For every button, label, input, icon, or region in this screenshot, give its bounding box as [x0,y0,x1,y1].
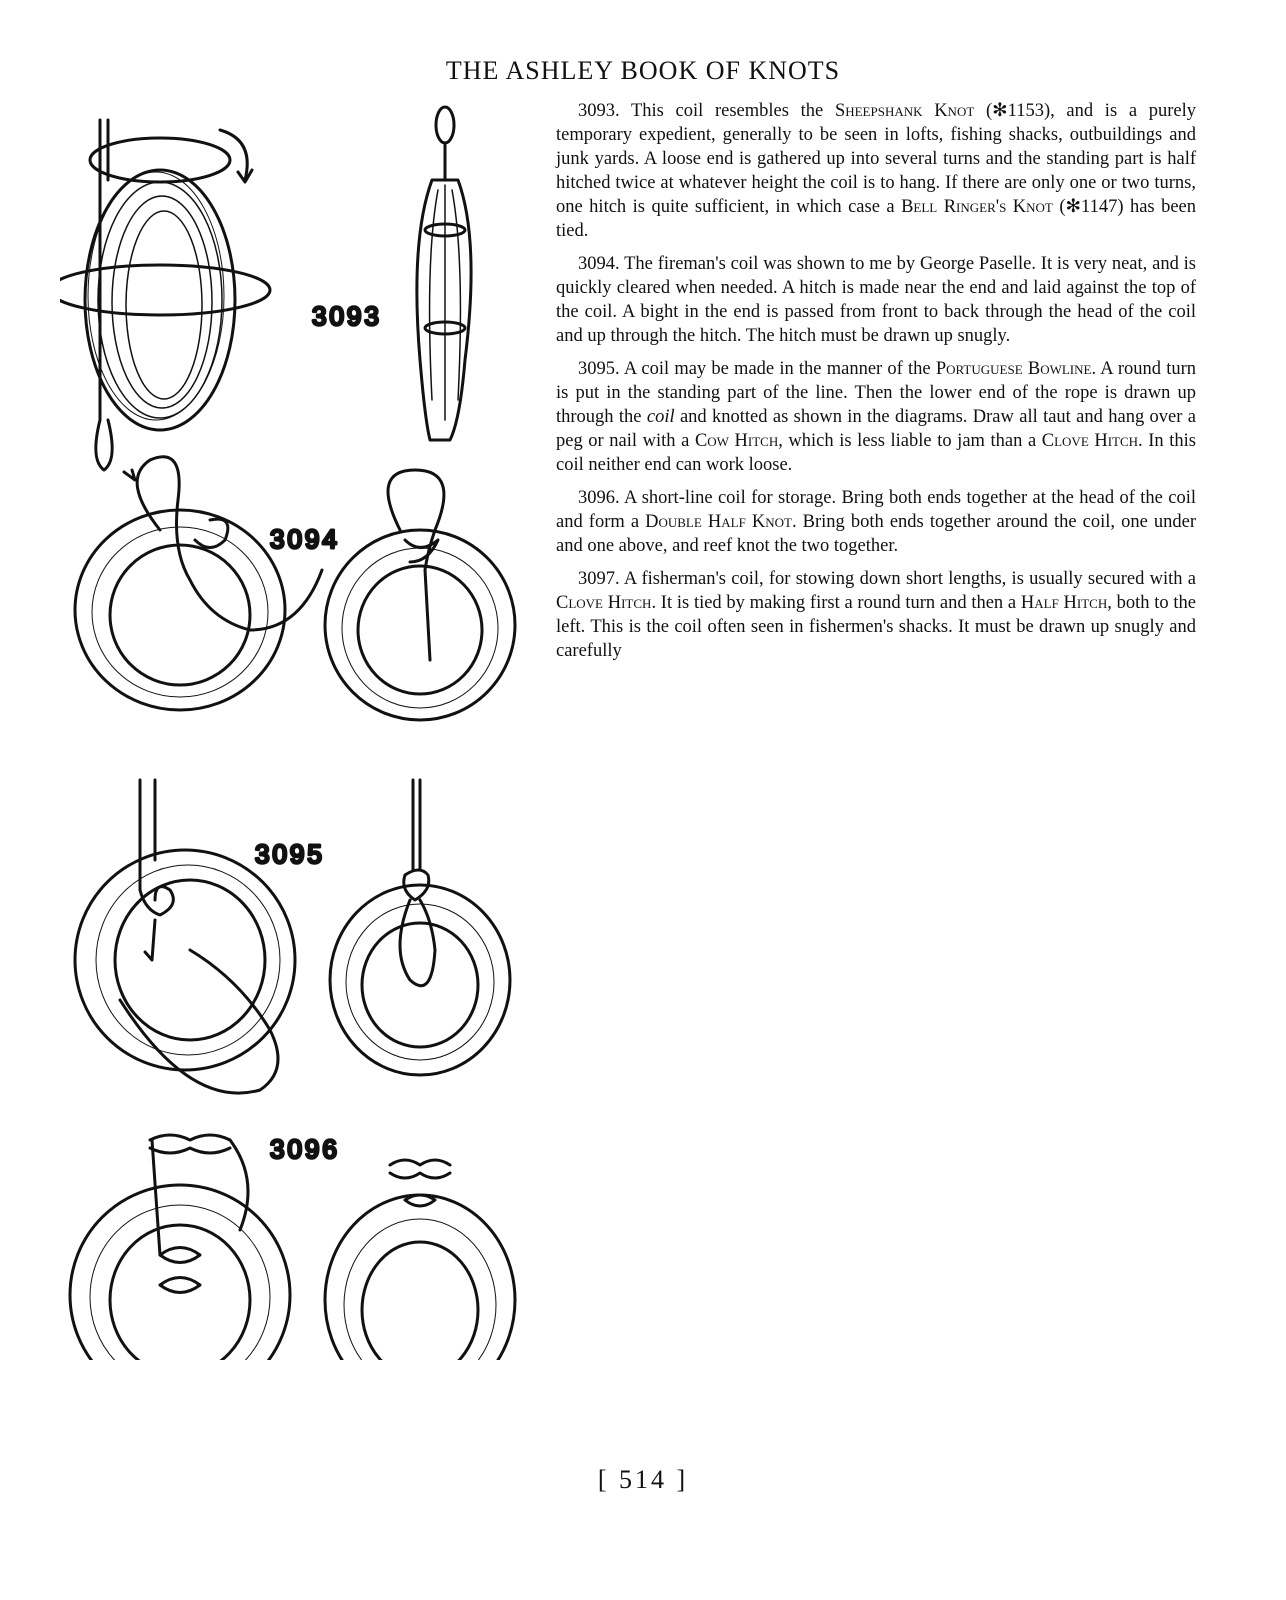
body-text [556,99,1196,672]
paragraph-3096 [556,486,1196,558]
text-run: , both to the left. This is the coil often seen in fishermen's shacks. It must be drawn up snugly and carefully [556,593,1196,661]
paragraph-3097 [556,567,1196,663]
text-run: (✻1147) has been tied. [556,197,1197,241]
knot-name: Double Half Knot [645,512,792,532]
text-run: A coil may be made in the manner of the [619,359,936,379]
knot-name: Bell Ringer's Knot [901,197,1053,217]
figure-column [60,100,540,1360]
paragraph-number: 3097. [578,569,620,589]
knot-name: Half Hitch [1020,593,1108,613]
figure-3095-coil-right [330,780,510,1075]
figure-3096-coil-right [325,1160,515,1360]
text-run: , which is less liable to jam than a [778,431,1042,451]
text-run: (✻1153), and is a purely temporary expedient, generally to be seen in lofts, fishing shacks, outbuildings and junk yards. A loose end is gathered up into several turns and the standing part is half hitched twice at whatever height the coil is to hang. If there are only one or two turns, one hitch is quite sufficient, in which case a [556,101,1196,217]
text-run: A fisherman's coil, for stowing down short lengths, is usually secured with a [619,569,1196,589]
figure-3094-coil-left [75,457,322,710]
paragraph-3094 [556,252,1196,348]
text-run: This coil resembles the [619,101,835,121]
emphasis: coil [646,407,675,427]
figure-3096-coil-left [70,1135,290,1360]
paragraph-3093 [556,99,1196,243]
text-run: . A round turn is put in the standing part of the line. Then the lower end of the rope is drawn up through the [556,359,1196,427]
text-run: . Bring both ends together around the coil, one under and one above, and reef knot the two together. [556,512,1197,556]
paragraph-number: 3094. [578,254,620,274]
figure-label-3093: 3093 [312,301,382,331]
paragraph-3095 [556,357,1196,477]
figure-3093-coil [60,120,270,470]
figure-3093-hanging-coil [417,107,471,440]
page-number: [ 514 ] [597,1465,689,1494]
knot-name: Cow Hitch [694,431,779,451]
figure-label-3096: 3096 [270,1134,340,1164]
figure-label-3095: 3095 [255,839,325,869]
text-run: . It is tied by making first a round turn and then a [651,593,1021,613]
figure-3094-coil-right [325,470,515,720]
knot-name: Clove Hitch [1041,431,1139,451]
figure-label-3094: 3094 [270,524,340,554]
figure-3095-coil-left [75,780,295,1093]
knot-name: Clove Hitch [556,593,652,613]
paragraph-number: 3093. [578,101,620,121]
text-run: A short-line coil for storage. Bring both ends together at the head of the coil and form a [556,488,1196,532]
paragraph-number: 3096. [578,488,620,508]
knot-name: Portuguese Bowline [935,359,1092,379]
text-run: and knotted as shown in the diagrams. Draw all taut and hang over a peg or nail with a [556,407,1196,451]
running-head: THE ASHLEY BOOK OF KNOTS [445,56,841,85]
paragraph-number: 3095. [578,359,620,379]
text-run: The fireman's coil was shown to me by George Paselle. It is very neat, and is quickly cleared when needed. A hitch is made near the end and laid against the top of the coil. A bight in the end is passed from front to back through the head of the coil and up through the hitch. The hitch must be drawn up snugly. [556,254,1196,346]
knot-name: Sheepshank Knot [834,101,975,121]
text-run: . In this coil neither end can work loose. [556,431,1196,475]
